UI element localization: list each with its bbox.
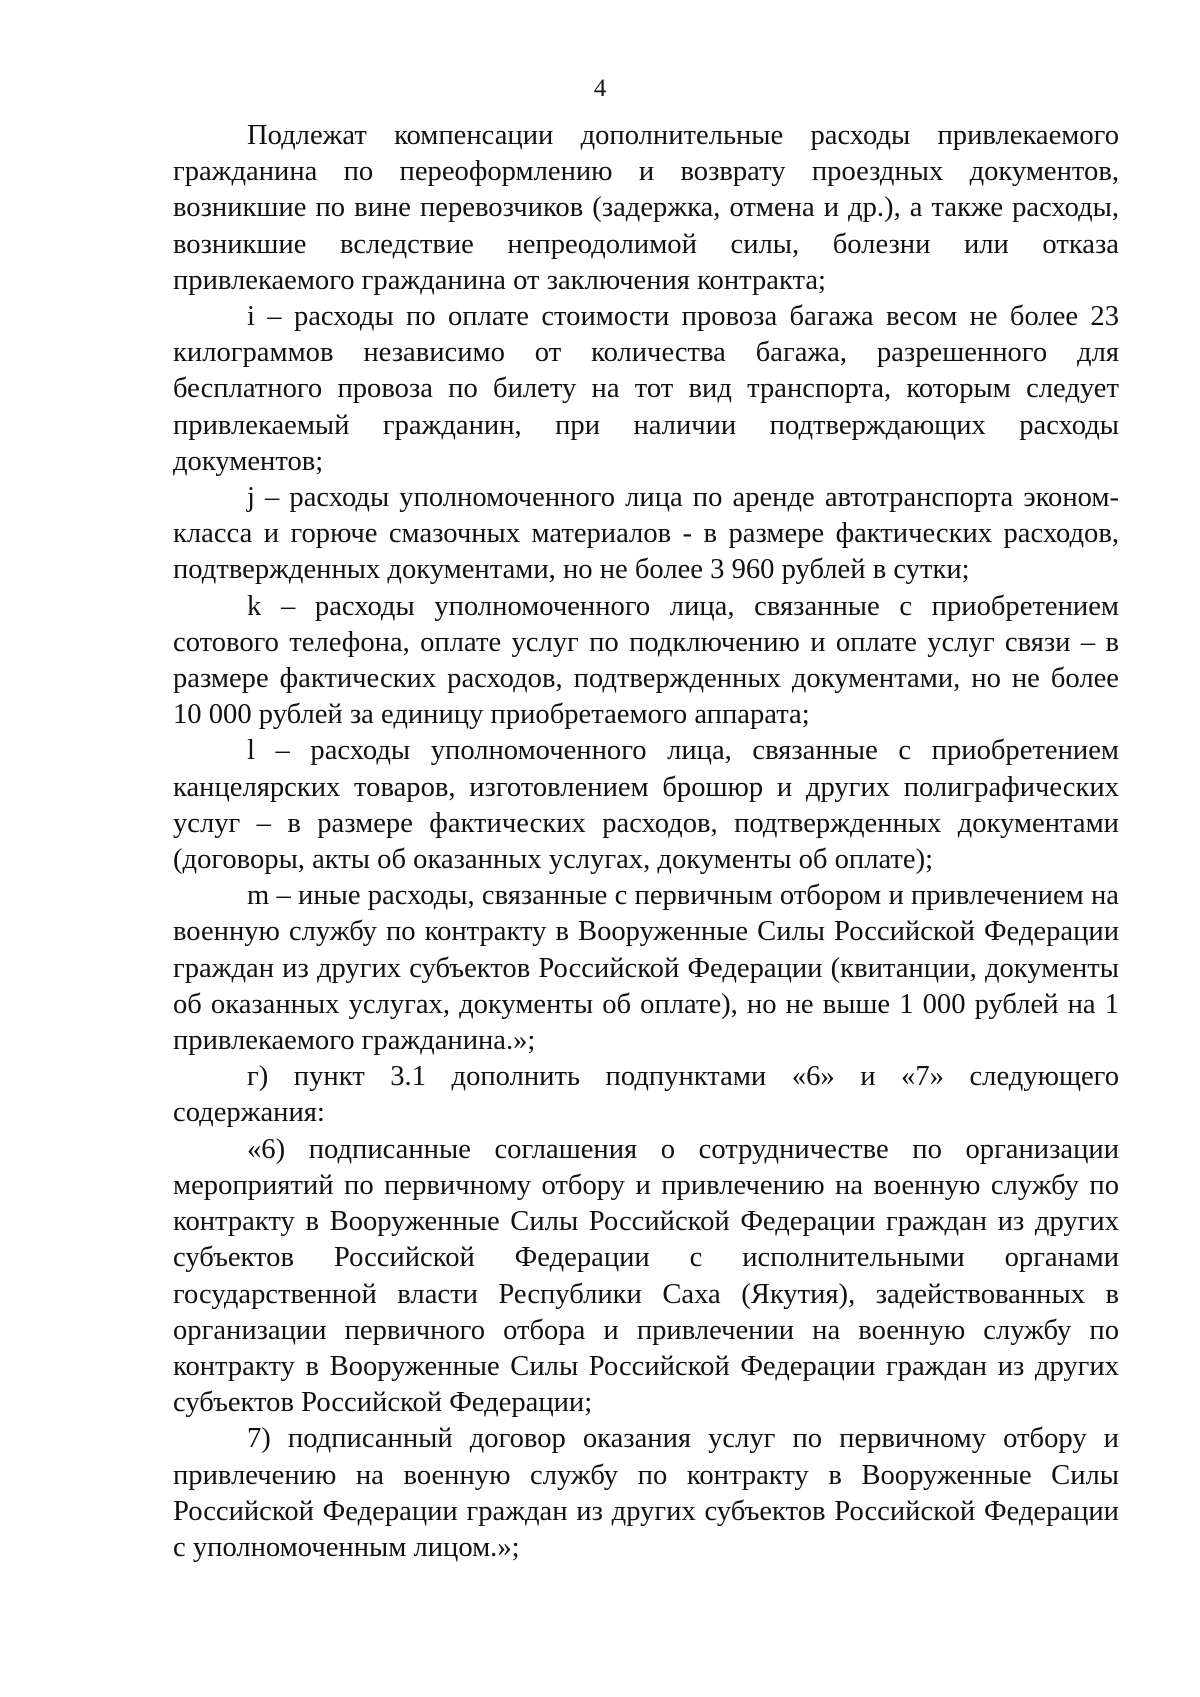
document-body: [173, 118, 1119, 1566]
paragraph-subitem-6: «6) подписанные соглашения о сотрудничестве по организации мероприятий по первичному отбору и привлечению на военную службу по контракту в Вооруженные Силы Российской Федерации граждан из других субъектов Российской Федерации с исполнительными органами государственной власти Республики Саха (Якутия), задействованных в организации первичного отбора и привлечении на военную службу по контракту в Вооруженные Силы Российской Федерации граждан из других субъектов Российской Федерации;: [173, 1133, 1119, 1419]
paragraph-item-m: m – иные расходы, связанные с первичным отбором и привлечением на военную службу по контракту в Вооруженные Силы Российской Федерации граждан из других субъектов Российской Федерации (квитанции, документы об оказанных услугах, документы об оплате), но не выше 1 000 рублей на 1 привлекаемого гражданина.»;: [173, 880, 1119, 1057]
paragraph-item-g: г) пункт 3.1 дополнить подпунктами «6» и «7» следующего содержания:: [173, 1061, 1119, 1129]
paragraph-item-l: l – расходы уполномоченного лица, связанные с приобретением канцелярских товаров, изготовлением брошюр и других полиграфических услуг – в размере фактических расходов, подтвержденных документами (договоры, акты об оказанных услугах, документы об оплате);: [173, 735, 1119, 876]
paragraph-item-j: j – расходы уполномоченного лица по аренде автотранспорта эконом-класса и горюче смазочных материалов - в размере фактических расходов, подтвержденных документами, но не более 3 960 рублей в сутки;: [173, 482, 1119, 586]
paragraph-compensation: Подлежат компенсации дополнительные расходы привлекаемого гражданина по переоформлению и возврату проездных документов, возникшие по вине перевозчиков (задержка, отмена и др.), а также расходы, возникшие вследствие непреодолимой силы, болезни или отказа привлекаемого гражданина от заключения контракта;: [173, 120, 1119, 296]
page-number: 4: [593, 75, 607, 102]
paragraph-subitem-7: 7) подписанный договор оказания услуг по первичному отбору и привлечению на военную службу по контракту в Вооруженные Силы Российской Федерации граждан из других субъектов Российской Федерации с уполномоченным лицом.»;: [173, 1423, 1119, 1563]
paragraph-item-k: k – расходы уполномоченного лица, связанные с приобретением сотового телефона, оплате услуг по подключению и оплате услуг связи – в размере фактических расходов, подтвержденных документами, но не более 10 000 рублей за единицу приобретаемого аппарата;: [173, 590, 1119, 731]
paragraph-item-i: i – расходы по оплате стоимости провоза багажа весом не более 23 килограммов независимо от количества багажа, разрешенного для бесплатного провоза по билету на тот вид транспорта, которым следует привлекаемый гражданин, при наличии подтверждающих расходы документов;: [173, 301, 1119, 477]
